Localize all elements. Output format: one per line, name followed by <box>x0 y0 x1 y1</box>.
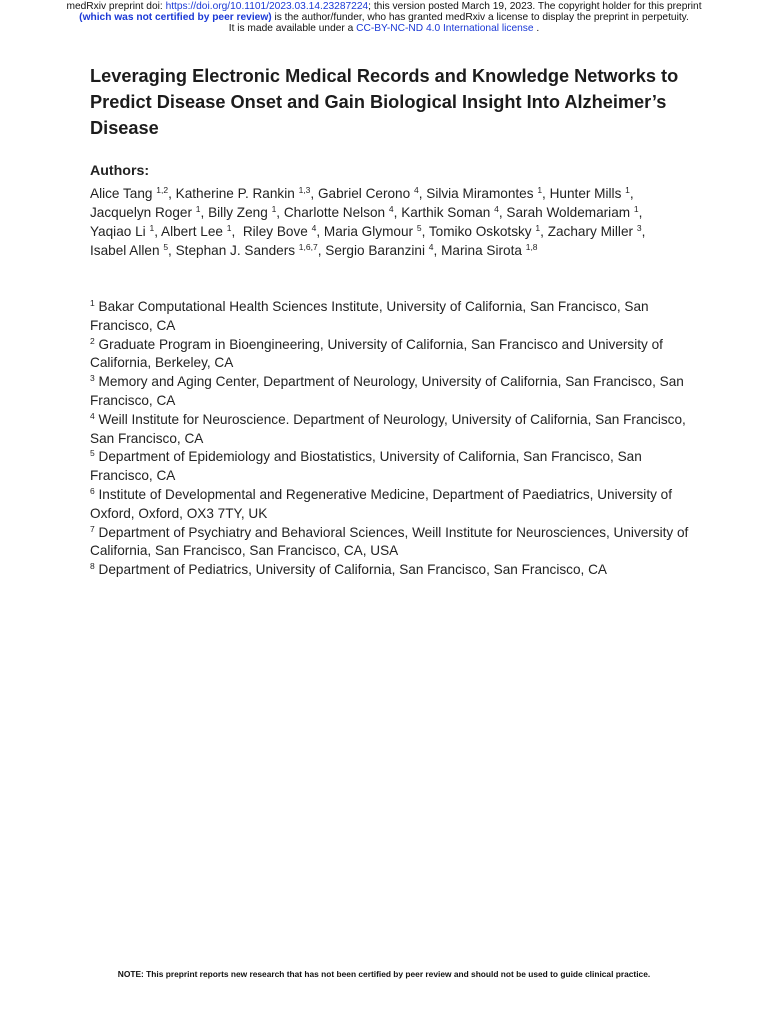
author: Stephan J. Sanders $^{1,6,7}$, <box>175 242 326 258</box>
author: Katherine P. Rankin $^{1,3}$, <box>175 185 318 201</box>
author: Billy Zeng $^1$, <box>208 204 284 220</box>
author: Sergio Baranzini $^4$, <box>325 242 442 258</box>
license-link[interactable]: CC-BY-NC-ND 4.0 International license <box>356 23 534 35</box>
paper-title: Leveraging Electronic Medical Records and Knowledge Networks to Predict Disease Onset and Gain Biological Insight Into Alzheimer’s Disease <box>90 66 679 138</box>
peer-review-disclaimer: NOTE: This preprint reports new research that has not been certified by peer review and should not be used to guide clinical practice. <box>117 969 651 979</box>
author: Alice Tang $^{1,2}$, <box>90 185 176 201</box>
author: Silvia Miramontes $^1$, <box>426 185 550 201</box>
banner-license-suffix: . <box>533 23 540 35</box>
author: Marina Sirota $^{1,8}$ <box>441 242 538 258</box>
author: Isabel Allen $^5$, <box>90 242 176 258</box>
banner-line-1 <box>0 1 768 12</box>
affiliation: $^8$ Department of Pediatrics, University of California, San Francisco, San Francisco, CA <box>90 561 607 578</box>
author-list <box>90 184 690 260</box>
banner-license-prefix: It is made available under a <box>228 23 357 35</box>
authors-heading: Authors: <box>90 163 150 179</box>
author: Hunter Mills $^1$, <box>549 185 634 201</box>
author: Charlotte Nelson $^4$, <box>283 204 402 220</box>
affiliation: $^7$ Department of Psychiatry and Behavioral Sciences, Weill Institute for Neurosciences, University of California, San Francisco, San Francisco, CA, USA <box>90 523 689 559</box>
author: Tomiko Oskotsky $^1$, <box>428 223 548 239</box>
author: Riley Bove $^4$, <box>242 223 324 239</box>
affiliation: $^3$ Memory and Aging Center, Department of Neurology, University of California, San Francisco, San Francisco, CA <box>90 373 684 408</box>
affiliation: $^4$ Weill Institute for Neuroscience. Department of Neurology, University of California, San Francisco, San Francisco, CA <box>90 410 686 446</box>
affiliation: $^5$ Department of Epidemiology and Biostatistics, University of California, San Francisco, San Francisco, CA <box>90 448 642 484</box>
author: Albert Lee $^1$, <box>161 223 243 239</box>
author: Yaqiao Li $^1$, <box>90 223 162 239</box>
author: Maria Glymour $^5$, <box>323 223 429 239</box>
author: Jacquelyn Roger $^1$, <box>90 204 209 220</box>
preprint-banner <box>0 1 768 35</box>
banner-doi-prefix: medRxiv preprint doi: <box>66 1 166 12</box>
banner-license-text: is the author/funder, who has granted medRxiv a license to display the preprint in perpetuity. <box>271 12 689 24</box>
affiliation-list <box>90 298 690 580</box>
doi-link[interactable]: https://doi.org/10.1101/2023.03.14.23287224 <box>165 1 369 12</box>
affiliation: $^2$ Graduate Program in Bioengineering, University of California, San Francisco and University of California, Berkeley, CA <box>90 335 663 371</box>
affiliation: $^1$ Bakar Computational Health Sciences Institute, University of California, San Francisco, San Francisco, CA <box>90 298 649 333</box>
banner-line-2 <box>0 12 768 23</box>
author: Sarah Woldemariam $^1$, <box>506 204 643 220</box>
banner-line-3 <box>0 23 768 34</box>
banner-line-1-suffix: ; this version posted March 19, 2023. The copyright holder for this preprint <box>368 1 702 12</box>
peer-review-notice: (which was not certified by peer review) <box>79 12 272 24</box>
affiliation: $^6$ Institute of Developmental and Regenerative Medicine, Department of Paediatrics, University of Oxford, Oxford, OX3 7TY, UK <box>90 485 673 521</box>
author: Karthik Soman $^4$, <box>401 204 507 220</box>
author: Zachary Miller $^3$, <box>547 223 646 239</box>
author: Gabriel Cerono $^4$, <box>317 185 427 201</box>
